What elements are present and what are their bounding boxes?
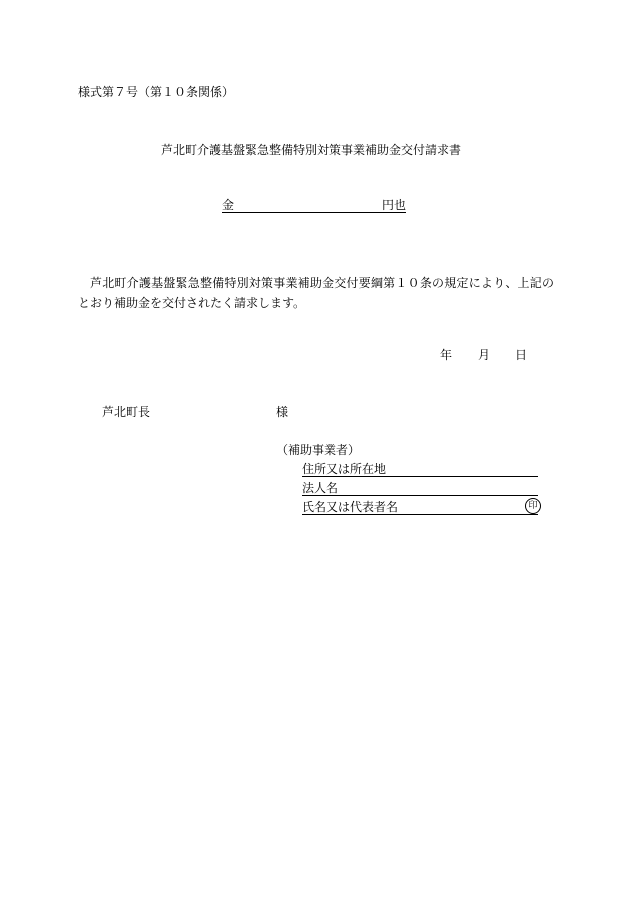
amount-line [222,198,406,213]
request-body-text: 芦北町介護基盤緊急整備特別対策事業補助金交付要綱第１０条の規定により、上記のとおり補助金を交付されたく請求します。 [78,276,554,310]
document-title: 芦北町介護基盤緊急整備特別対策事業補助金交付請求書 [161,143,462,157]
corporation-field [302,481,538,496]
date-year-label: 年 [440,348,453,362]
representative-name-label: 氏名又は代表者名 [302,500,399,514]
form-number: 様式第７号（第１０条関係） [78,85,235,99]
applicant-heading: （補助事業者） [276,443,361,457]
addressee-honorific: 様 [276,405,289,419]
date-day-label: 日 [515,348,528,362]
corporation-label: 法人名 [302,481,339,495]
address-label: 住所又は所在地 [302,462,387,476]
date-month-label: 月 [478,348,491,362]
representative-name-field [302,500,538,515]
address-field [302,462,538,477]
seal-icon: 印 [525,498,541,514]
amount-prefix: 金 [222,198,235,212]
amount-suffix: 円也 [381,198,406,212]
addressee-name: 芦北町長 [102,405,151,419]
